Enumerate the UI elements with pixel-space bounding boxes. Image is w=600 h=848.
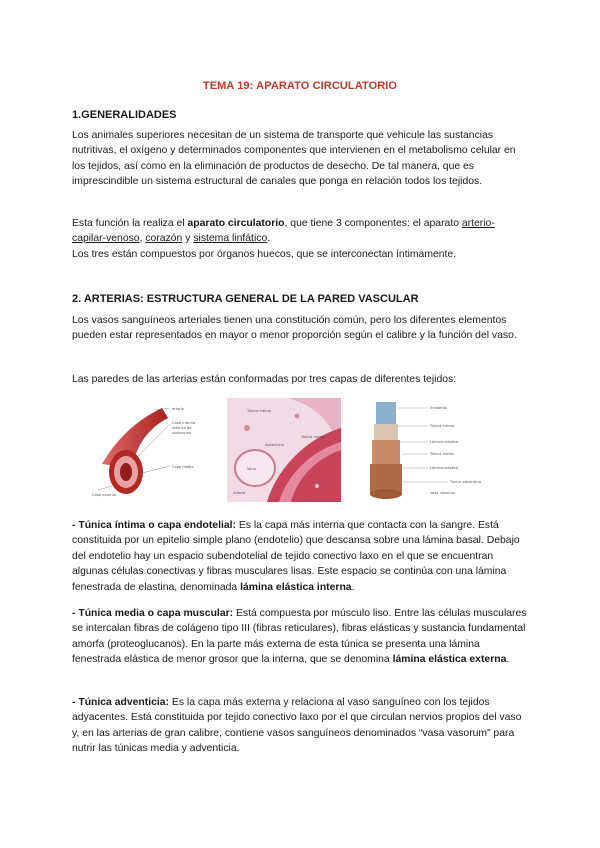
section-2-heading: 2. ARTERIAS: ESTRUCTURA GENERAL DE LA PARED VASCULAR [72, 293, 419, 305]
fig2-label-3: Arteria [233, 491, 246, 495]
underlined-term-arterio-capilar-venoso: arterio-capilar-venoso [72, 218, 495, 245]
layer-endothelium [376, 402, 396, 424]
fig2-label-0: Túnica íntima [247, 409, 271, 413]
text-run: Esta función la realiza el [72, 218, 188, 229]
fig3-label-5: Túnica adventicia [450, 480, 482, 484]
text-run: Es la capa más externa y relaciona al vaso sanguíneo con los tejidos adyacentes. Está constituida por tejido conectivo laxo por el que circulan nervios propios del vaso y, en las arterias de gran calibre, contiene vasos sanguíneos denominados “vasa vasorum” para nutrir las túnicas media y adventicia. [72, 697, 522, 755]
fig3-label-0: Endotelio [430, 406, 447, 410]
text-run: , que tiene 3 componentes: el aparato [284, 218, 462, 229]
lamina-elastica-externa-term: lámina elástica externa [392, 654, 507, 666]
fig2-label-4: Vena [247, 467, 256, 471]
fig3-label-4: Lámina elástica [430, 466, 459, 470]
fig1-label-4: Capa media [172, 465, 194, 469]
fig2-label-2: Adventicia [265, 443, 284, 447]
section-2-paragraph-1: Los vasos sanguíneos arteriales tienen una constitución común, pero los diferentes elementos pueden estar representados en mayor o menor proporción según el calibre y la función del vaso. [72, 315, 517, 342]
text-run: . [506, 654, 510, 666]
text-run: Está compuesta por músculo liso. Entre las células musculares se intercalan fibras de colágeno tipo III (fibras reticulares), fibras elásticas y sustancia fundamental amorfa (proteoglucanos). En la parte más externa de esta túnica se presenta una lámina fenestrada elástica de menor grosor que la interna, que se denomina [72, 608, 527, 666]
tunica-adventicia-term: - Túnica adventicia: [72, 697, 170, 708]
text-run: , [139, 233, 146, 245]
underlined-term-sistema-linfatico: sistema linfático [193, 233, 268, 245]
layer-intima [374, 424, 398, 440]
fig1-label-5: Capa externa [92, 493, 117, 497]
page-title: TEMA 19: APARATO CIRCULATORIO [202, 80, 398, 92]
tunica-intima-term: - Túnica íntima o capa endotelial: [72, 520, 236, 531]
artery-illustration [92, 398, 204, 502]
fig1-label-0: arteria [172, 407, 184, 411]
histology-micrograph [227, 398, 341, 502]
text-run: y [182, 233, 194, 245]
fig3-label-1: Túnica íntima [430, 424, 454, 428]
section-1-paragraph-2 [72, 216, 528, 262]
section-1-paragraph-3: Los tres están compuestos por órganos huecos, que se interconectan íntimamente. [72, 248, 457, 260]
section-2-paragraph-2: Las paredes de las arterias están conformadas por tres capas de diferentes tejidos: [72, 374, 457, 385]
tunica-intima-paragraph [72, 518, 528, 595]
artery-lumen [120, 463, 132, 481]
tunica-media-term: - Túnica media o capa muscular: [72, 608, 234, 619]
fig1-label-2: elástica de [172, 426, 192, 430]
layer-media [372, 440, 400, 464]
fig2-label-1: Túnica media [301, 435, 325, 439]
bold-term-aparato-circulatorio: aparato circulatorio [187, 218, 285, 229]
section-1-paragraph-1: Los animales superiores necesitan de un sistema de transporte que vehicule las sustancias nutritivas, el oxígeno y determinados componentes que intervienen en el metabolismo celular en los tejidos, así como en la eliminación de productos de desecho. De tal manera, que es imprescindible un sistema estructural de canales que ponga en relación todos los tejidos. [72, 130, 516, 188]
fig1-label-1: Capa interna [172, 421, 196, 425]
fig1-label-3: sustancias [172, 431, 191, 435]
text-run: . [351, 581, 355, 593]
text-run: . [267, 233, 271, 245]
vessel-layers-diagram [368, 398, 492, 502]
fig3-label-3: Túnica media [430, 452, 454, 456]
fig3-label-6: Vasa vasorum [430, 491, 456, 495]
underlined-term-corazon: corazón [145, 233, 183, 245]
text-run: Es la capa más interna que contacta con la sangre. Está constituida por un epitelio simple plano (endotelio) que descansa sobre una lámina basal. Debajo del endotelio hay un espacio subendotelial de tejido conectivo laxo en el que se encuentran algunas células conectivas y fibras musculares lisas. Este espacio se continúa con una lámina fenestrada de elastina, denominada [72, 520, 520, 593]
tunica-adventicia-paragraph [72, 695, 528, 757]
lamina-elastica-interna-term: lámina elástica interna [240, 581, 352, 593]
fig3-label-2: Lámina elástica [430, 440, 459, 444]
section-1-heading: 1.GENERALIDADES [72, 109, 177, 121]
tunica-media-paragraph [72, 606, 528, 668]
